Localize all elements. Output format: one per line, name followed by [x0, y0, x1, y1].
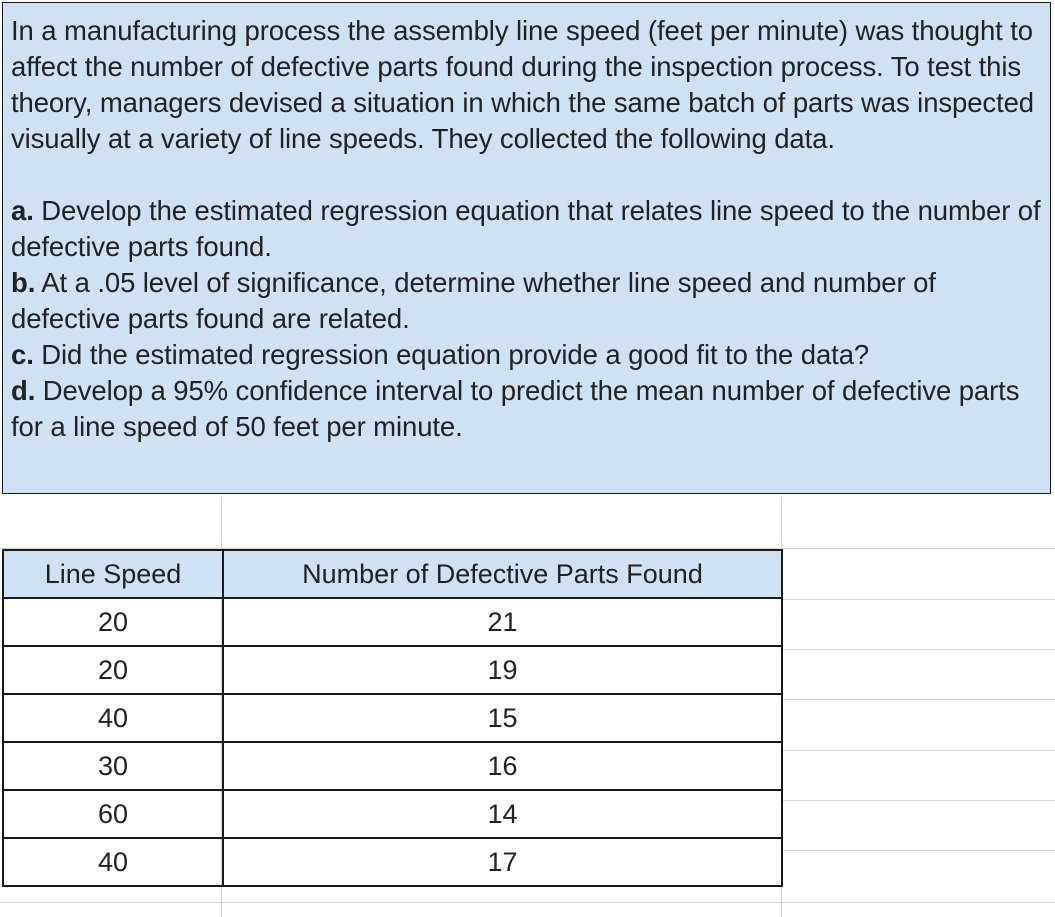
- table-row: [3, 694, 782, 742]
- cell-defective-parts[interactable]: 15: [223, 694, 782, 742]
- gridline: [781, 599, 1055, 600]
- question-b-label: b.: [11, 267, 36, 298]
- question-a: [11, 193, 1042, 265]
- cell-defective-parts[interactable]: 17: [223, 838, 782, 886]
- cell-defective-parts[interactable]: 19: [223, 646, 782, 694]
- table-row: [3, 790, 782, 838]
- blank-line: [11, 157, 1042, 193]
- table-row: [3, 742, 782, 790]
- gridline: [0, 902, 1055, 903]
- header-defective-parts[interactable]: Number of Defective Parts Found: [223, 550, 782, 598]
- question-b: [11, 265, 1042, 337]
- question-b-text: At a .05 level of significance, determine whether line speed and number of defective parts found are related.: [11, 267, 936, 334]
- gridline: [781, 850, 1055, 851]
- cell-defective-parts[interactable]: 14: [223, 790, 782, 838]
- question-c-label: c.: [11, 339, 34, 370]
- gridline: [781, 649, 1055, 650]
- header-line-speed[interactable]: Line Speed: [3, 550, 223, 598]
- question-d-label: d.: [11, 375, 36, 406]
- table-header-row: [3, 550, 782, 598]
- cell-defective-parts[interactable]: 21: [223, 598, 782, 646]
- cell-line-speed[interactable]: 20: [3, 598, 223, 646]
- gridline: [781, 750, 1055, 751]
- question-d-text: Develop a 95% confidence interval to predict the mean number of defective parts for a line speed of 50 feet per minute.: [11, 375, 1020, 442]
- cell-line-speed[interactable]: 20: [3, 646, 223, 694]
- question-c: [11, 337, 1042, 373]
- cell-line-speed[interactable]: 40: [3, 694, 223, 742]
- table-row: [3, 646, 782, 694]
- question-c-text: Did the estimated regression equation provide a good fit to the data?: [33, 339, 870, 370]
- question-a-text: Develop the estimated regression equation that relates line speed to the number of defective parts found.: [11, 195, 1041, 262]
- table-row: [3, 838, 782, 886]
- problem-statement-cell[interactable]: [2, 2, 1051, 494]
- table-row: [3, 598, 782, 646]
- data-table: [2, 549, 783, 887]
- cell-defective-parts[interactable]: 16: [223, 742, 782, 790]
- gridline: [781, 800, 1055, 801]
- cell-line-speed[interactable]: 30: [3, 742, 223, 790]
- problem-intro: In a manufacturing process the assembly line speed (feet per minute) was thought to affect the number of defective parts found during the inspection process. To test this theory, managers devised a situation in which the same batch of parts was inspected visually at a variety of line speeds. They collected the following data.: [11, 15, 1035, 154]
- cell-line-speed[interactable]: 60: [3, 790, 223, 838]
- cell-line-speed[interactable]: 40: [3, 838, 223, 886]
- question-a-label: a.: [11, 195, 34, 226]
- question-d: [11, 373, 1042, 445]
- gridline: [781, 699, 1055, 700]
